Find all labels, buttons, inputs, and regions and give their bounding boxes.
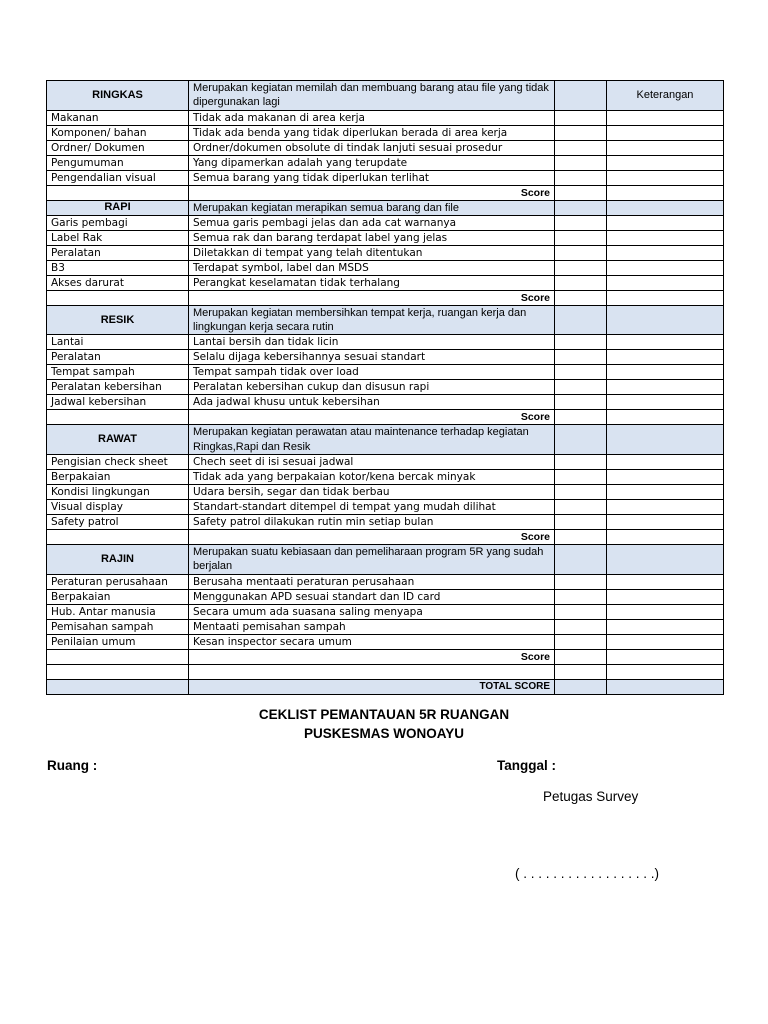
checklist-item-row <box>47 634 724 649</box>
keterangan-cell <box>607 574 724 589</box>
score-cell <box>555 574 607 589</box>
section-score-row <box>47 290 724 305</box>
checklist-item-row <box>47 230 724 245</box>
blank-cell <box>555 664 607 679</box>
checklist-item-row <box>47 604 724 619</box>
item-name: Pengendalian visual <box>47 170 189 185</box>
item-name: Pemisahan sampah <box>47 619 189 634</box>
blank-cell <box>189 664 555 679</box>
score-cell <box>555 215 607 230</box>
checklist-item-row <box>47 515 724 530</box>
keterangan-cell <box>607 500 724 515</box>
item-criteria: Kesan inspector secara umum <box>189 634 555 649</box>
section-score-row <box>47 410 724 425</box>
score-cell <box>555 619 607 634</box>
keterangan-cell <box>607 395 724 410</box>
score-label: Score <box>189 649 555 664</box>
keterangan-cell <box>607 260 724 275</box>
keterangan-cell <box>607 470 724 485</box>
score-cell <box>555 140 607 155</box>
section-header-row <box>47 425 724 455</box>
blank-row <box>47 664 724 679</box>
item-name: Berpakaian <box>47 470 189 485</box>
item-criteria: Berusaha mentaati peraturan perusahaan <box>189 574 555 589</box>
keterangan-cell <box>607 410 724 425</box>
item-name: Label Rak <box>47 230 189 245</box>
keterangan-cell <box>607 634 724 649</box>
item-criteria: Tempat sampah tidak over load <box>189 365 555 380</box>
item-criteria: Tidak ada makanan di area kerja <box>189 110 555 125</box>
item-criteria: Yang dipamerkan adalah yang terupdate <box>189 155 555 170</box>
score-cell <box>555 515 607 530</box>
section-header-row <box>47 305 724 335</box>
keterangan-cell <box>607 604 724 619</box>
score-value-cell <box>555 410 607 425</box>
keterangan-cell <box>607 380 724 395</box>
checklist-item-row <box>47 470 724 485</box>
keterangan-cell <box>607 110 724 125</box>
score-cell <box>555 470 607 485</box>
keterangan-cell <box>607 455 724 470</box>
document-title: CEKLIST PEMANTAUAN 5R RUANGAN <box>258 707 510 722</box>
blank-cell <box>47 185 189 200</box>
signature-line: ( . . . . . . . . . . . . . . . . . .) <box>515 866 660 881</box>
score-cell <box>555 155 607 170</box>
keterangan-cell <box>607 619 724 634</box>
item-criteria: Menggunakan APD sesuai standart dan ID card <box>189 589 555 604</box>
keterangan-cell <box>607 365 724 380</box>
item-criteria: Diletakkan di tempat yang telah ditentukan <box>189 245 555 260</box>
section-name: RESIK <box>47 305 189 335</box>
item-name: Jadwal kebersihan <box>47 395 189 410</box>
checklist-item-row <box>47 395 724 410</box>
checklist-item-row <box>47 335 724 350</box>
score-cell <box>555 170 607 185</box>
score-header-cell <box>555 81 607 111</box>
score-cell <box>555 350 607 365</box>
keterangan-cell <box>607 335 724 350</box>
item-criteria: Ordner/dokumen obsolute di tindak lanjuti sesuai prosedur <box>189 140 555 155</box>
checklist-item-row <box>47 275 724 290</box>
blank-cell <box>47 290 189 305</box>
blank-cell <box>47 664 189 679</box>
keterangan-cell <box>607 245 724 260</box>
section-score-row <box>47 185 724 200</box>
blank-cell <box>47 679 189 694</box>
checklist-item-row <box>47 455 724 470</box>
checklist-item-row <box>47 350 724 365</box>
checklist-item-row <box>47 125 724 140</box>
total-score-label: TOTAL SCORE <box>189 679 555 694</box>
ruang-label: Ruang : <box>47 758 98 773</box>
checklist-table <box>46 80 724 695</box>
keterangan-header-cell <box>607 200 724 215</box>
item-criteria: Semua barang yang tidak diperlukan terlihat <box>189 170 555 185</box>
score-cell <box>555 245 607 260</box>
checklist-item-row <box>47 589 724 604</box>
item-name: Peraturan perusahaan <box>47 574 189 589</box>
item-criteria: Udara bersih, segar dan tidak berbau <box>189 485 555 500</box>
item-criteria: Mentaati pemisahan sampah <box>189 619 555 634</box>
score-cell <box>555 260 607 275</box>
keterangan-cell <box>607 290 724 305</box>
keterangan-header: Keterangan <box>607 81 724 111</box>
keterangan-header-cell <box>607 425 724 455</box>
item-name: Pengumuman <box>47 155 189 170</box>
item-name: Komponen/ bahan <box>47 125 189 140</box>
score-header-cell <box>555 305 607 335</box>
score-cell <box>555 125 607 140</box>
score-cell <box>555 365 607 380</box>
keterangan-cell <box>607 679 724 694</box>
checklist-item-row <box>47 365 724 380</box>
item-criteria: Secara umum ada suasana saling menyapa <box>189 604 555 619</box>
score-header-cell <box>555 545 607 575</box>
item-name: Makanan <box>47 110 189 125</box>
keterangan-cell <box>607 170 724 185</box>
score-cell <box>555 380 607 395</box>
section-name: RAJIN <box>47 545 189 575</box>
checklist-item-row <box>47 110 724 125</box>
score-value-cell <box>555 649 607 664</box>
score-header-cell <box>555 425 607 455</box>
item-name: Berpakaian <box>47 589 189 604</box>
score-cell <box>555 110 607 125</box>
section-description: Merupakan suatu kebiasaan dan pemeliharaan program 5R yang sudah berjalan <box>189 545 555 575</box>
checklist-item-row <box>47 485 724 500</box>
keterangan-cell <box>607 230 724 245</box>
item-name: Kondisi lingkungan <box>47 485 189 500</box>
keterangan-cell <box>607 215 724 230</box>
item-criteria: Peralatan kebersihan cukup dan disusun rapi <box>189 380 555 395</box>
section-description: Merupakan kegiatan membersihkan tempat kerja, ruangan kerja dan lingkungan kerja secara rutin <box>189 305 555 335</box>
score-label: Score <box>189 530 555 545</box>
item-name: Penilaian umum <box>47 634 189 649</box>
keterangan-cell <box>607 350 724 365</box>
checklist-item-row <box>47 260 724 275</box>
blank-cell <box>47 410 189 425</box>
score-label: Score <box>189 185 555 200</box>
checklist-item-row <box>47 170 724 185</box>
item-criteria: Semua garis pembagi jelas dan ada cat warnanya <box>189 215 555 230</box>
section-header-row <box>47 200 724 215</box>
item-criteria: Selalu dijaga kebersihannya sesuai standart <box>189 350 555 365</box>
keterangan-cell <box>607 125 724 140</box>
score-cell <box>555 500 607 515</box>
keterangan-cell <box>607 155 724 170</box>
section-description: Merupakan kegiatan perawatan atau maintenance terhadap kegiatan Ringkas,Rapi dan Resik <box>189 425 555 455</box>
document-subtitle: PUSKESMAS WONOAYU <box>303 726 465 741</box>
item-criteria: Tidak ada yang berpakaian kotor/kena bercak minyak <box>189 470 555 485</box>
score-value-cell <box>555 530 607 545</box>
checklist-item-row <box>47 155 724 170</box>
score-value-cell <box>555 185 607 200</box>
score-cell <box>555 275 607 290</box>
section-name: RAWAT <box>47 425 189 455</box>
score-cell <box>555 604 607 619</box>
checklist-item-row <box>47 140 724 155</box>
total-score-value <box>555 679 607 694</box>
score-cell <box>555 395 607 410</box>
score-value-cell <box>555 290 607 305</box>
checklist-item-row <box>47 380 724 395</box>
item-name: Safety patrol <box>47 515 189 530</box>
section-name: RAPI <box>47 200 189 215</box>
item-name: Peralatan kebersihan <box>47 380 189 395</box>
section-description: Merupakan kegiatan memilah dan membuang barang atau file yang tidak dipergunakan lagi <box>189 81 555 111</box>
item-name: Hub. Antar manusia <box>47 604 189 619</box>
checklist-item-row <box>47 619 724 634</box>
item-name: Peralatan <box>47 350 189 365</box>
score-cell <box>555 230 607 245</box>
keterangan-cell <box>607 649 724 664</box>
item-name: Lantai <box>47 335 189 350</box>
score-cell <box>555 455 607 470</box>
keterangan-cell <box>607 530 724 545</box>
blank-cell <box>47 649 189 664</box>
item-criteria: Standart-standart ditempel di tempat yang mudah dilihat <box>189 500 555 515</box>
keterangan-cell <box>607 140 724 155</box>
item-name: Garis pembagi <box>47 215 189 230</box>
item-criteria: Tidak ada benda yang tidak diperlukan berada di area kerja <box>189 125 555 140</box>
section-name: RINGKAS <box>47 81 189 111</box>
keterangan-cell <box>607 185 724 200</box>
item-name: B3 <box>47 260 189 275</box>
item-criteria: Lantai bersih dan tidak licin <box>189 335 555 350</box>
total-score-row <box>47 679 724 694</box>
item-criteria: Perangkat keselamatan tidak terhalang <box>189 275 555 290</box>
keterangan-header-cell <box>607 545 724 575</box>
petugas-survey-label: Petugas Survey <box>543 789 639 804</box>
score-header-cell <box>555 200 607 215</box>
section-header-row <box>47 81 724 111</box>
blank-cell <box>607 664 724 679</box>
item-criteria: Chech seet di isi sesuai jadwal <box>189 455 555 470</box>
item-criteria: Ada jadwal khusu untuk kebersihan <box>189 395 555 410</box>
section-header-row <box>47 545 724 575</box>
score-cell <box>555 589 607 604</box>
item-name: Visual display <box>47 500 189 515</box>
item-criteria: Safety patrol dilakukan rutin min setiap bulan <box>189 515 555 530</box>
item-criteria: Terdapat symbol, label dan MSDS <box>189 260 555 275</box>
checklist-item-row <box>47 245 724 260</box>
score-cell <box>555 485 607 500</box>
checklist-item-row <box>47 500 724 515</box>
score-cell <box>555 335 607 350</box>
keterangan-cell <box>607 589 724 604</box>
checklist-item-row <box>47 574 724 589</box>
keterangan-cell <box>607 485 724 500</box>
section-description: Merupakan kegiatan merapikan semua barang dan file <box>189 200 555 215</box>
item-name: Ordner/ Dokumen <box>47 140 189 155</box>
score-label: Score <box>189 410 555 425</box>
keterangan-cell <box>607 275 724 290</box>
item-name: Tempat sampah <box>47 365 189 380</box>
item-name: Peralatan <box>47 245 189 260</box>
checklist-item-row <box>47 215 724 230</box>
checklist-body <box>47 81 724 695</box>
blank-cell <box>47 530 189 545</box>
section-score-row <box>47 530 724 545</box>
tanggal-label: Tanggal : <box>497 758 556 773</box>
item-name: Akses darurat <box>47 275 189 290</box>
score-label: Score <box>189 290 555 305</box>
score-cell <box>555 634 607 649</box>
keterangan-header-cell <box>607 305 724 335</box>
item-criteria: Semua rak dan barang terdapat label yang jelas <box>189 230 555 245</box>
keterangan-cell <box>607 515 724 530</box>
section-score-row <box>47 649 724 664</box>
item-name: Pengisian check sheet <box>47 455 189 470</box>
